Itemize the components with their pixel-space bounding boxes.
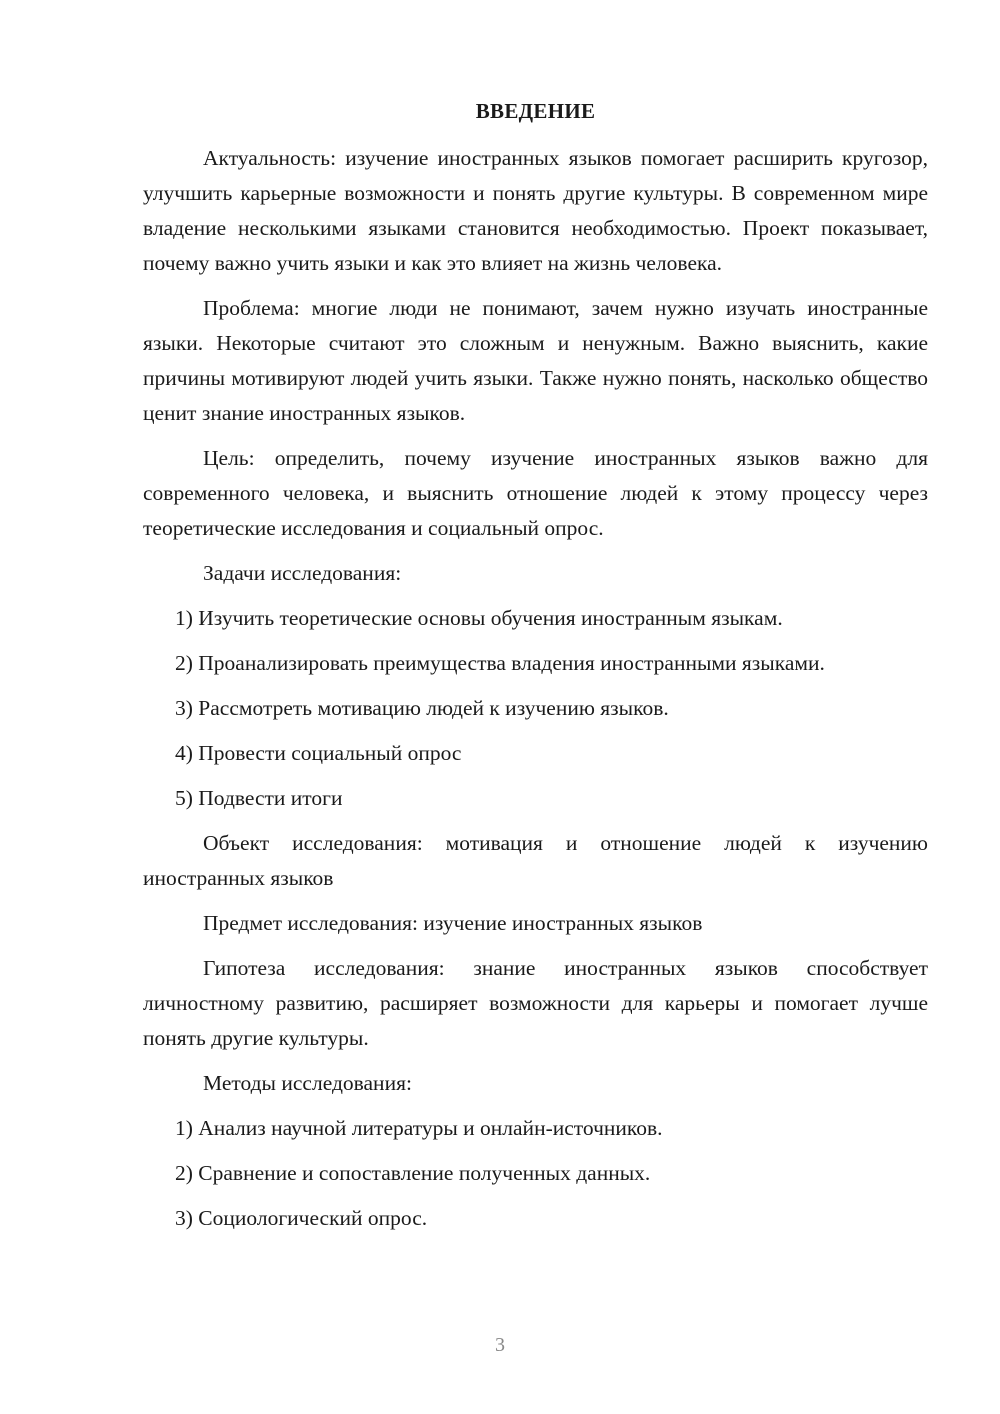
method-item-1: 1) Анализ научной литературы и онлайн-источников. <box>175 1116 663 1140</box>
tasks-heading: Задачи исследования: <box>203 561 402 585</box>
method-item-3: 3) Социологический опрос. <box>175 1206 428 1230</box>
task-item-5: 5) Подвести итоги <box>175 786 343 810</box>
hypothesis-paragraph: Гипотеза исследования: знание иностранных языков способствует личностному развитию, расширяет возможности для карьеры и помогает лучше понять другие культуры. <box>143 956 928 1050</box>
subject-paragraph: Предмет исследования: изучение иностранных языков <box>203 911 703 935</box>
page-number: 3 <box>495 1334 505 1356</box>
task-item-2: 2) Проанализировать преимущества владения иностранными языками. <box>175 651 825 675</box>
problem-paragraph: Проблема: многие люди не понимают, зачем нужно изучать иностранные языки. Некоторые считают это сложным и ненужным. Важно выяснить, какие причины мотивируют людей учить языки. Также нужно понять, насколько общество ценит знание иностранных языков. <box>143 296 928 425</box>
relevance-paragraph: Актуальность: изучение иностранных языков помогает расширить кругозор, улучшить карьерные возможности и понять другие культуры. В современном мире владение несколькими языками становится необходимостью. Проект показывает, почему важно учить языки и как это влияет на жизнь человека. <box>143 146 928 275</box>
task-item-3: 3) Рассмотреть мотивацию людей к изучению языков. <box>175 696 669 720</box>
goal-paragraph: Цель: определить, почему изучение иностранных языков важно для современного человека, и выяснить отношение людей к этому процессу через теоретические исследования и социальный опрос. <box>143 446 928 540</box>
methods-heading: Методы исследования: <box>203 1071 412 1095</box>
method-item-2: 2) Сравнение и сопоставление полученных данных. <box>175 1161 651 1185</box>
page-content <box>143 94 928 1246</box>
page-title: ВВЕДЕНИЕ <box>475 99 596 123</box>
task-item-4: 4) Провести социальный опрос <box>175 741 462 765</box>
task-item-1: 1) Изучить теоретические основы обучения иностранным языкам. <box>175 606 783 630</box>
object-paragraph: Объект исследования: мотивация и отношение людей к изучению иностранных языков <box>143 831 928 890</box>
